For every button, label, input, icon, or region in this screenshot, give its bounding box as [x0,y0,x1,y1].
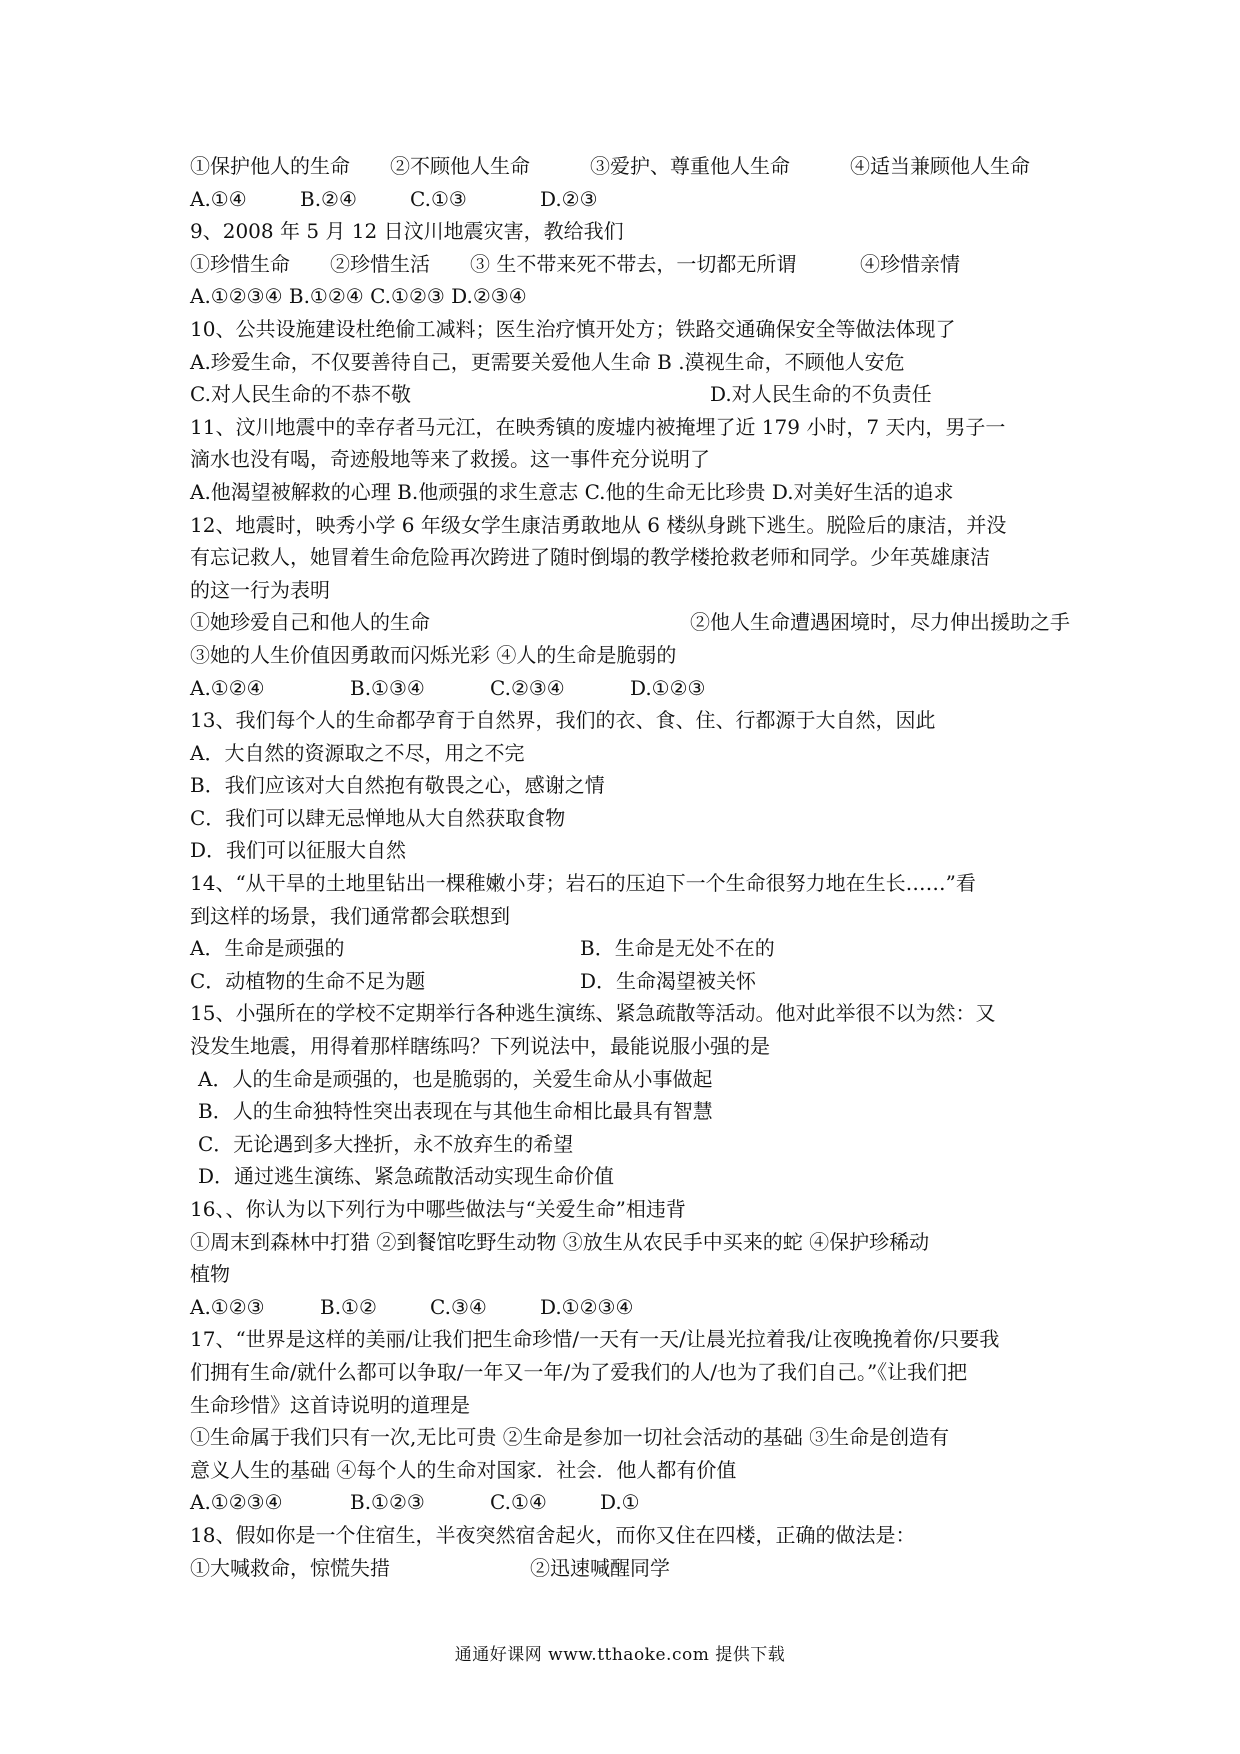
text-line: 15、小强所在的学校不定期举行各种逃生演练、紧急疏散等活动。他对此举很不以为然：又 [190,1001,996,1026]
line-segment: A.①②④ [190,675,265,700]
line-segment: B.①② [320,1294,377,1319]
line-segment: D.①②③ [630,675,706,700]
text-line: A.他渴望被解救的心理 B.他顽强的求生意志 C.他的生命无比珍贵 D.对美好生活的追求 [190,479,954,504]
text-line [190,965,1070,998]
line-segment: B．生命是无处不在的 [580,936,775,961]
text-line: A.珍爱生命，不仅要善待自己，更需要关爱他人生命 B .漠视生命，不顾他人安危 [190,349,905,374]
line-segment: C.①③ [410,186,467,211]
line-segment: B.②④ [300,186,357,211]
text-line: 植物 [190,1262,230,1287]
text-line: ③她的人生价值因勇敢而闪烁光彩 ④人的生命是脆弱的 [190,642,677,667]
text-line: A.①②③④ B.①②④ C.①②③ D.②③④ [190,284,527,309]
line-segment: C.②③④ [490,675,565,700]
line-segment: ①保护他人的生命 [190,154,350,178]
line-segment: D.① [600,1490,640,1515]
text-line [190,1291,1070,1324]
line-segment: B.①②③ [350,1490,425,1515]
text-line: 生命珍惜》这首诗说明的道理是 [190,1392,470,1417]
text-line: C．我们可以肆无忌惮地从大自然获取食物 [190,805,566,830]
text-line: 17、“世界是这样的美丽/让我们把生命珍惜/一天有一天/让晨光拉着我/让夜晚挽着你/只要我 [190,1327,1000,1352]
line-segment: ④珍惜亲情 [860,251,960,276]
text-line: 14、“从干旱的土地里钻出一棵稚嫩小芽；岩石的压迫下一个生命很努力地在生长……”看 [190,871,976,896]
text-line: ①生命属于我们只有一次,无比可贵 ②生命是参加一切社会活动的基础 ③生命是创造有 [190,1425,950,1450]
line-segment: ②迅速喊醒同学 [530,1555,670,1580]
text-line: 们拥有生命/就什么都可以争取/一年又一年/为了爱我们的人/也为了我们自己。”《让我们把 [190,1359,968,1384]
text-line: 13、我们每个人的生命都孕育于自然界，我们的衣、食、住、行都源于大自然，因此 [190,708,936,733]
text-line [190,150,1070,183]
line-segment: C．动植物的生命不足为题 [190,968,426,993]
line-segment: D.②③ [540,186,598,211]
line-segment: ①她珍爱自己和他人的生命 [190,610,430,635]
text-line: 10、公共设施建设杜绝偷工减料；医生治疗慎开处方；铁路交通确保安全等做法体现了 [190,316,956,341]
line-segment: ②不顾他人生命 [390,154,530,178]
text-line: 12、地震时，映秀小学 6 年级女学生康洁勇敢地从 6 楼纵身跳下逃生。脱险后的康洁，并没 [190,512,1007,537]
line-segment: D．生命渴望被关怀 [580,968,757,993]
text-line [190,248,1070,281]
text-line: 9、2008 年 5 月 12 日汶川地震灾害，教给我们 [190,219,624,244]
line-segment: C.③④ [430,1294,487,1319]
text-line: B．我们应该对大自然抱有敬畏之心，感谢之情 [190,773,605,798]
line-segment: C.对人民生命的不恭不敬 [190,382,411,407]
text-line: ①周末到森林中打猎 ②到餐馆吃野生动物 ③放生从农民手中买来的蛇 ④保护珍稀动 [190,1229,930,1254]
text-line: 意义人生的基础 ④每个人的生命对国家．社会．他人都有价值 [190,1457,737,1482]
text-line: D．我们可以征服大自然 [190,838,407,863]
text-line: A．人的生命是顽强的，也是脆弱的，关爱生命从小事做起 [198,1066,713,1091]
text-line: 到这样的场景，我们通常都会联想到 [190,903,510,928]
line-segment: ④适当兼顾他人生命 [850,154,1030,178]
exam-content [190,150,1070,1584]
text-line: 16、、你认为以下列行为中哪些做法与“关爱生命”相违背 [190,1197,686,1221]
line-segment: B.①③④ [350,675,425,700]
line-segment: ①珍惜生命 [190,251,290,276]
text-line [190,1486,1070,1519]
line-segment: D.①②③④ [540,1294,634,1319]
text-line: 没发生地震，用得着那样瞎练吗？下列说法中，最能说服小强的是 [190,1034,770,1059]
line-segment: ②珍惜生活 [330,251,430,276]
text-line: B．人的生命独特性突出表现在与其他生命相比最具有智慧 [198,1099,713,1124]
text-line [190,1552,1070,1585]
footer-download-notice: 通通好课网 www.tthaoke.com 提供下载 [454,1645,786,1665]
line-segment: ③爱护、尊重他人生命 [590,154,790,178]
line-segment: D.对人民生命的不负责任 [710,382,932,407]
text-line: 有忘记救人，她冒着生命危险再次跨进了随时倒塌的教学楼抢救老师和同学。少年英雄康洁 [190,545,990,570]
line-segment: A．生命是顽强的 [190,936,345,961]
line-segment: ①大喊救命，惊慌失措 [190,1555,390,1580]
text-line: 11、汶川地震中的幸存者马元江，在映秀镇的废墟内被掩埋了近 179 小时，7 天内，男子一 [190,414,1006,439]
line-segment: ②他人生命遭遇困境时，尽力伸出援助之手 [690,610,1070,635]
text-line: D．通过逃生演练、紧急疏散活动实现生命价值 [198,1164,615,1189]
text-line [190,378,1070,411]
text-line: C．无论遇到多大挫折，永不放弃生的希望 [198,1131,574,1156]
line-segment: A.①④ [190,186,247,211]
line-segment: A.①②③ [190,1294,265,1319]
line-segment: C.①④ [490,1490,547,1515]
text-line [190,932,1070,965]
text-line: 的这一行为表明 [190,577,330,602]
text-line: 18、假如你是一个住宿生，半夜突然宿舍起火，而你又住在四楼，正确的做法是： [190,1522,916,1547]
text-line [190,183,1070,216]
text-line: A．大自然的资源取之不尽，用之不完 [190,740,525,765]
text-line [190,606,1070,639]
line-segment: ③ 生不带来死不带去，一切都无所谓 [470,251,797,276]
text-line: 滴水也没有喝，奇迹般地等来了救援。这一事件充分说明了 [190,447,710,472]
line-segment: A.①②③④ [190,1490,283,1515]
text-line [190,672,1070,705]
